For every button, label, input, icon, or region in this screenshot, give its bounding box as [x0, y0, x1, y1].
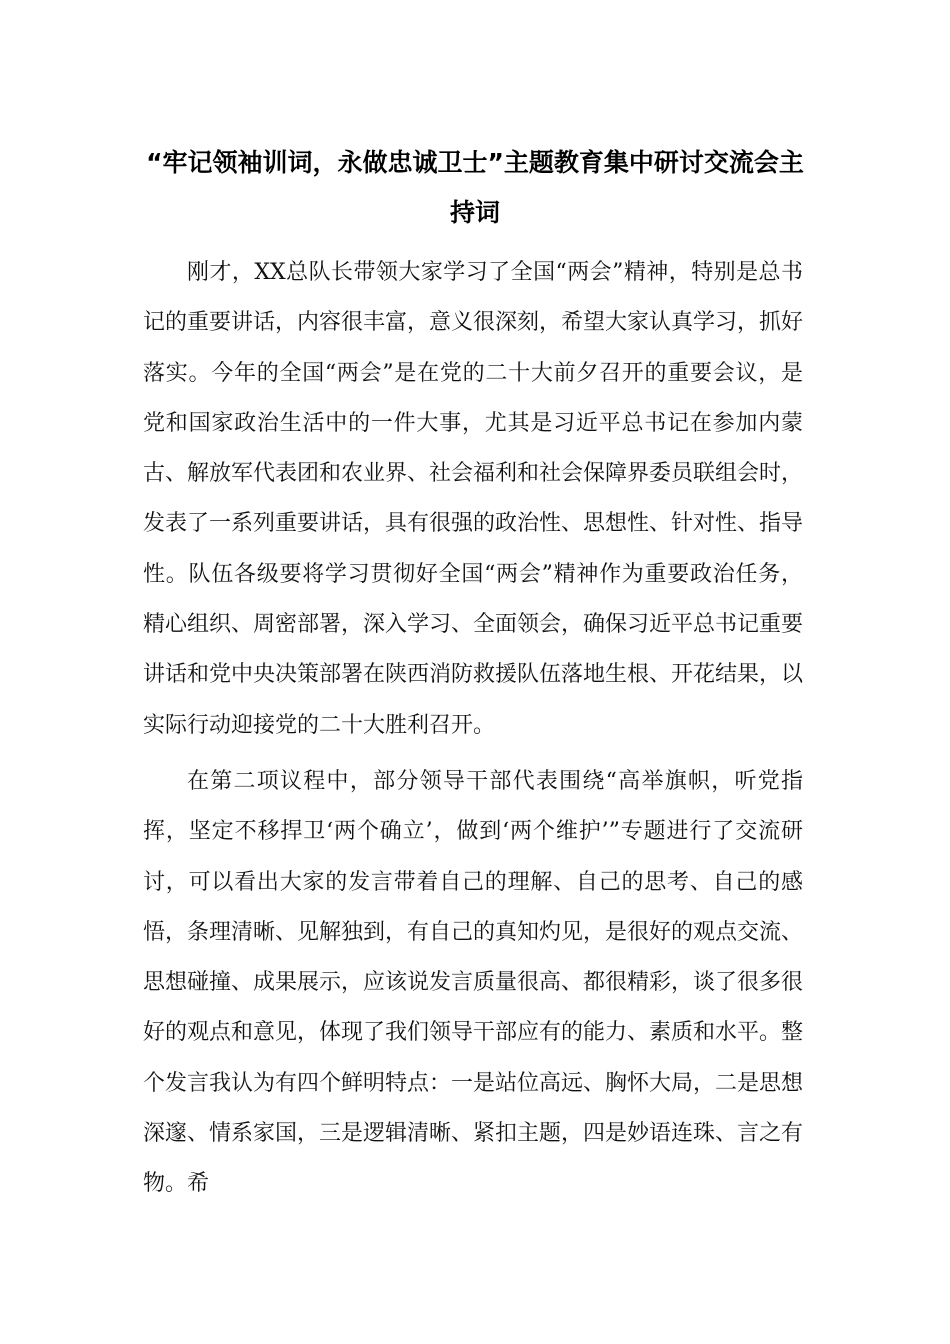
paragraph-1: 刚才，XX总队长带领大家学习了全国“两会”精神，特别是总书记的重要讲话，内容很丰富，意义很深刻，希望大家认真学习，抓好落实。今年的全国“两会”是在党的二十大前夕召开的重要会议，是党和国家政治生活中的一件大事，尤其是习近平总书记在参加内蒙古、解放军代表团和农业界、社会福利和社会保障界委员联组会时，发表了一系列重要讲话，具有很强的政治性、思想性、针对性、指导性。队伍各级要将学习贯彻好全国“两会”精神作为重要政治任务，精心组织、周密部署，深入学习、全面领会，确保习近平总书记重要讲话和党中央决策部署在陕西消防救援队伍落地生根、开花结果，以实际行动迎接党的二十大胜利召开。 [143, 260, 804, 738]
paragraph-2: 在第二项议程中，部分领导干部代表围绕“高举旗帜，听党指挥，坚定不移捍卫‘两个确立’，做到‘两个维护’”专题进行了交流研讨，可以看出大家的发言带着自己的理解、自己的思考、自己的感悟，条理清晰、见解独到，有自己的真知灼见，是很好的观点交流、思想碰撞、成果展示，应该说发言质量很高、都很精彩，谈了很多很好的观点和意见，体现了我们领导干部应有的能力、素质和水平。整个发言我认为有四个鲜明特点：一是站位高远、胸怀大局，二是思想深邃、情系家国，三是逻辑清晰、紧扣主题，四是妙语连珠、言之有物。希 [143, 769, 804, 1197]
document-title: “牢记领袖训词，永做忠诚卫士”主题教育集中研讨交流会主持词 [146, 148, 804, 227]
